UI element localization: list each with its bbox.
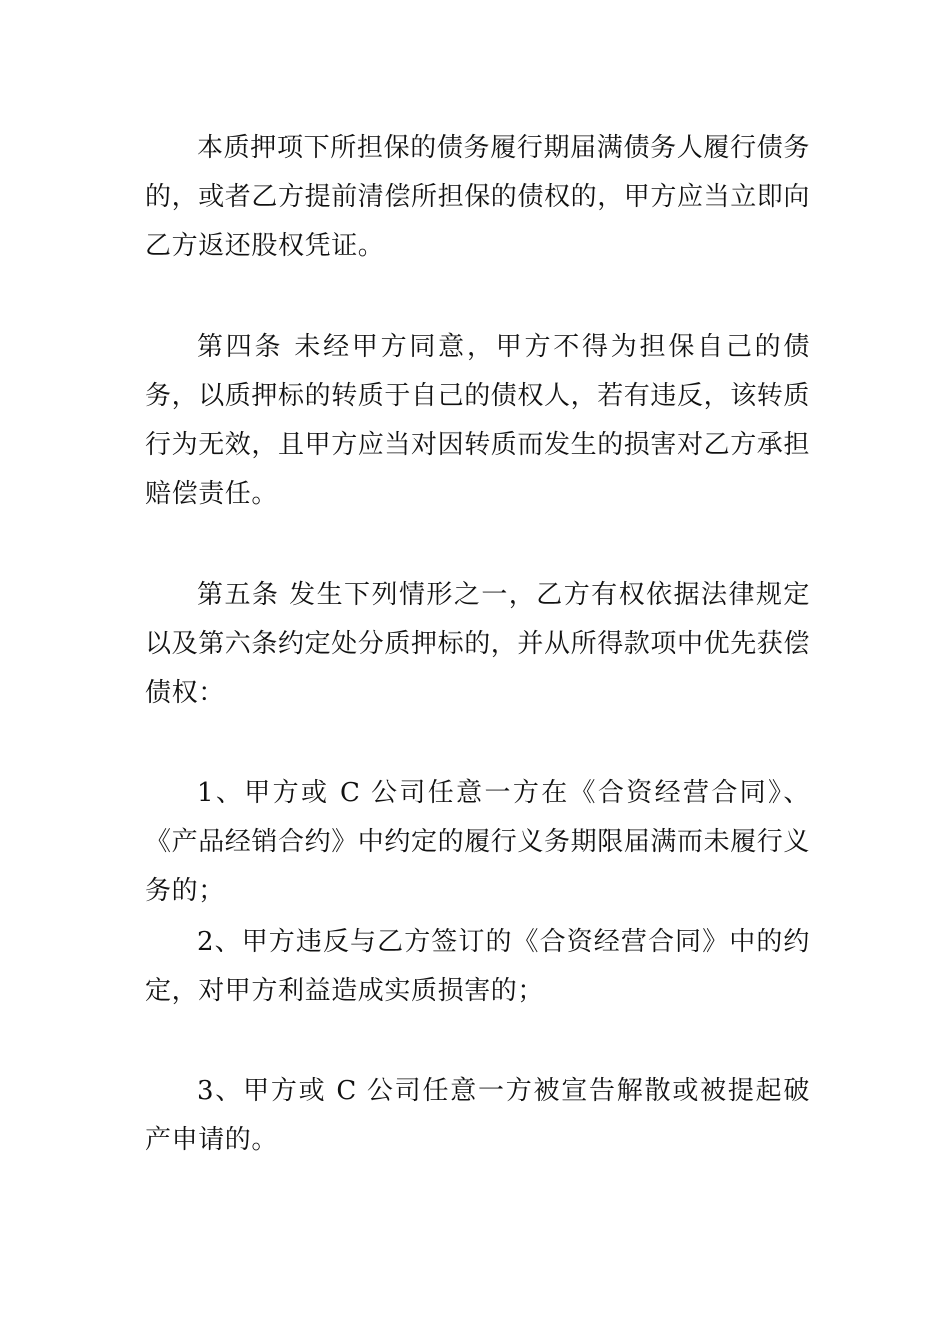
paragraph-article-5: 第五条 发生下列情形之一，乙方有权依据法律规定以及第六条约定处分质押标的，并从所得款项中优先获偿债权： — [145, 580, 811, 708]
paragraph-return-certificate: 本质押项下所担保的债务履行期届满债务人履行债务的，或者乙方提前清偿所担保的债权的，甲方应当立即向乙方返还股权凭证。 — [145, 133, 811, 261]
paragraph-article-4: 第四条 未经甲方同意，甲方不得为担保自己的债务，以质押标的转质于自己的债权人，若有违反，该转质行为无效，且甲方应当对因转质而发生的损害对乙方承担赔偿责任。 — [145, 332, 811, 509]
list-item-2: 2、甲方违反与乙方签订的《合资经营合同》中的约定，对甲方利益造成实质损害的； — [145, 927, 810, 1006]
list-item-3: 3、甲方或 C 公司任意一方被宣告解散或被提起破产申请的。 — [145, 1076, 810, 1155]
list-item-1: 1、甲方或 C 公司任意一方在《合资经营合同》、《产品经销合约》中约定的履行义务期限届满而未履行义务的； — [145, 778, 811, 906]
